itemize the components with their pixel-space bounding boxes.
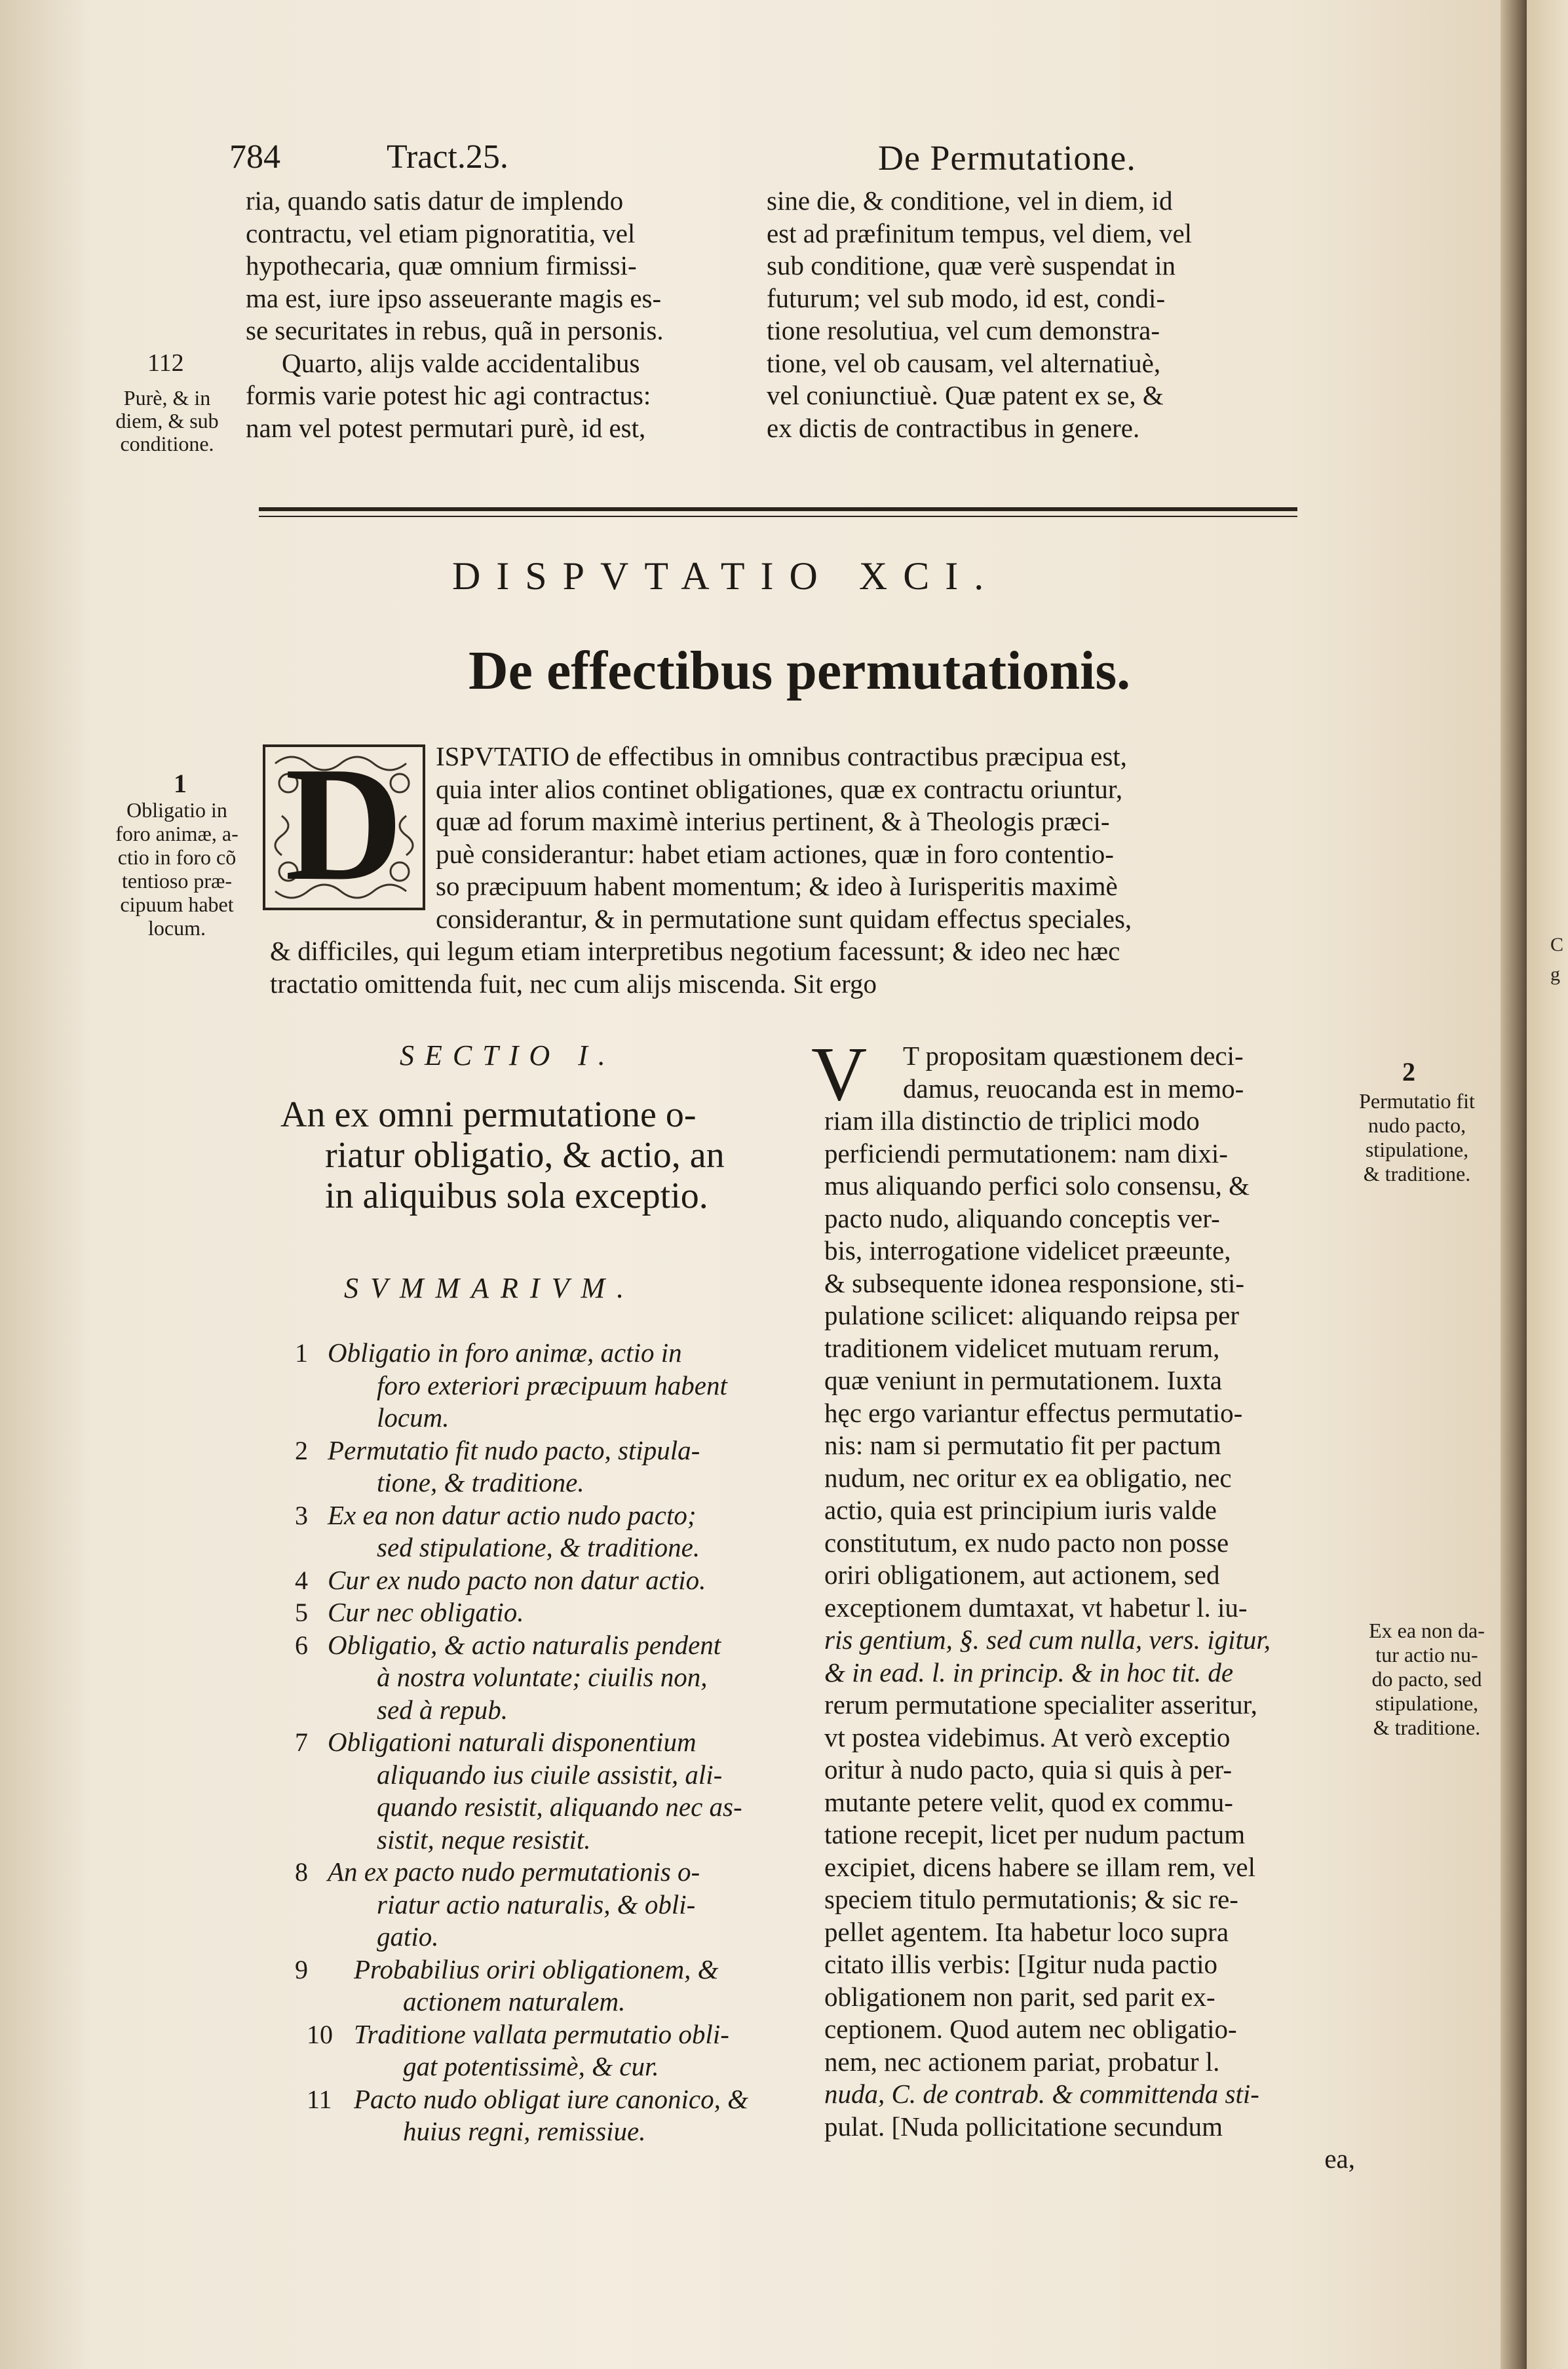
text-line: nudum, nec oritur ex ea obligatio, nec (824, 1462, 1232, 1493)
text-line: mus aliquando perfici solo consensu, & (824, 1170, 1250, 1201)
summary-line: Obligationi naturali disponentium (328, 1727, 697, 1757)
tract-label: Tract.25. (387, 138, 508, 176)
main-text-column (824, 1040, 1355, 2176)
drop-cap-letter: D (284, 733, 404, 915)
text-line: riam illa distinctio de triplici modo (824, 1106, 1200, 1136)
summary-line: foro exteriori præcipuum habent (377, 1370, 727, 1400)
margin-note-line: tentioso præ- (122, 869, 232, 893)
text-line: rerum permutatione specialiter asseritur, (824, 1689, 1257, 1720)
summary-list (295, 1337, 819, 2148)
text-line: perficiendi permutationem: nam dixi- (824, 1138, 1228, 1168)
margin-note-line: ctio in foro cõ (117, 845, 237, 869)
summary-item (295, 1856, 819, 1954)
text-line: contractu, vel etiam pignoratitia, vel (246, 218, 636, 248)
summary-item (295, 1629, 819, 1727)
text-line: futurum; vel sub modo, id est, condi- (767, 282, 1166, 313)
summary-number: 9 (295, 1954, 308, 1984)
sectio-title-line: An ex omni permutatione o- (280, 1094, 697, 1135)
margin-note-line: Obligatio in (126, 798, 227, 822)
margin-note-ex-ea (1350, 1619, 1504, 1740)
summary-number: 4 (295, 1565, 308, 1595)
margin-number-2: 2 (1402, 1057, 1415, 1087)
drop-cap-ornament (262, 733, 426, 915)
text-line: damus, reuocanda est in memo- (903, 1073, 1244, 1104)
margin-note-line: Ex ea non da- (1369, 1619, 1485, 1642)
text-line: & subsequente idonea responsione, sti- (824, 1267, 1245, 1298)
margin-note-line: diem, & sub (115, 409, 219, 433)
next-page-edge (1527, 0, 1568, 2369)
summary-line: huius regni, remissiue. (403, 2116, 646, 2146)
text-line: pulatione scilicet: aliquando reipsa per (824, 1300, 1239, 1330)
text-line: pulat. [Nuda pollicitatione secundum (824, 2111, 1223, 2142)
summary-item (295, 2018, 819, 2083)
section-rule-thick (259, 507, 1297, 511)
text-line: tione, vel ob causam, vel alternatiuè, (767, 347, 1161, 378)
disputatio-title: De effectibus permutationis. (468, 640, 1131, 701)
text-line: tractatio omittenda fuit, nec cum alijs miscenda. Sit ergo (270, 968, 877, 999)
text-line: se securitates in rebus, quã in personis. (246, 315, 664, 345)
summary-line: Cur ex nudo pacto non datur actio. (328, 1564, 706, 1595)
summary-item (295, 1726, 819, 1856)
margin-note-line: conditione. (120, 432, 214, 455)
text-line: nam vel potest permutari purè, id est, (246, 412, 646, 443)
text-line: ISPVTATIO de effectibus in omnibus contractibus præcipua est, (436, 741, 1127, 771)
margin-note-line: Permutatio fit (1359, 1089, 1475, 1113)
summary-line: Obligatio, & actio naturalis pendent (328, 1629, 721, 1660)
summary-number: 2 (295, 1435, 308, 1465)
disputatio-intro-full (270, 935, 1318, 1000)
text-line: ria, quando satis datur de implendo (246, 185, 624, 216)
text-line: ma est, iure ipso asseuerante magis es- (246, 282, 662, 313)
summary-line: Permutatio fit nudo pacto, stipula- (328, 1435, 700, 1465)
summary-line: An ex pacto nudo permutationis o- (328, 1857, 700, 1887)
summary-number: 6 (295, 1630, 308, 1660)
text-line: mutante petere velit, quod ex commu- (824, 1786, 1233, 1817)
summary-line: Pacto nudo obligat iure canonico, & (354, 2083, 749, 2114)
disputatio-heading: DISPVTATIO XCI. (452, 554, 1000, 598)
text-line: sub conditione, quæ verè suspendat in (767, 250, 1176, 280)
margin-note-obligatio (95, 798, 259, 940)
summary-line: tione, & traditione. (377, 1467, 584, 1497)
page-gutter-shadow (1501, 0, 1527, 2369)
top-right-column (767, 185, 1304, 444)
text-line: pacto nudo, aliquando conceptis ver- (824, 1203, 1220, 1233)
margin-note-line: tur actio nu- (1375, 1643, 1478, 1666)
summary-number: 10 (307, 2019, 333, 2049)
margin-note-line: foro animæ, a- (115, 822, 239, 845)
summary-line: à nostra voluntate; ciuilis non, (377, 1662, 708, 1692)
summary-number: 5 (295, 1598, 308, 1627)
text-line: hęc ergo variantur effectus permutatio- (824, 1397, 1243, 1428)
text-line: so præcipuum habent momentum; & ideo à Iurisperitis maximè (436, 871, 1118, 901)
text-line: puè considerantur: habet etiam actiones, quæ in foro contentio- (436, 838, 1114, 869)
margin-note-line: stipulatione, (1365, 1138, 1469, 1161)
text-line: Quarto, alijs valde accidentalibus (282, 347, 640, 378)
text-line: vt postea videbimus. At verò exceptio (824, 1722, 1231, 1752)
text-line: ceptionem. Quod autem nec obligatio- (824, 2014, 1237, 2044)
text-line: oritur à nudo pacto, quia si quis à per- (824, 1754, 1232, 1784)
summary-item (295, 1499, 819, 1564)
summary-line: locum. (377, 1402, 449, 1433)
summary-item (295, 1564, 819, 1597)
summary-line: Obligatio in foro animæ, actio in (328, 1338, 682, 1368)
text-line: speciem titulo permutationis; & sic re- (824, 1884, 1238, 1914)
summary-item (295, 1337, 819, 1435)
text-line: formis varie potest hic agi contractus: (246, 380, 651, 410)
summary-number: 11 (307, 2084, 332, 2114)
text-line: considerantur, & in permutatione sunt quidam effectus speciales, (436, 903, 1132, 934)
text-line: ea, (1324, 2144, 1355, 2174)
text-line: oriri obligationem, aut actionem, sed (824, 1560, 1220, 1590)
text-line: est ad præfinitum tempus, vel diem, vel (767, 218, 1193, 248)
summary-line: gat potentissimè, & cur. (403, 2051, 659, 2081)
text-line: bis, interrogatione videlicet præeunte, (824, 1235, 1231, 1265)
disputatio-intro-indented (436, 741, 1314, 935)
summary-line: riatur actio naturalis, & obli- (377, 1889, 696, 1919)
summary-number: 7 (295, 1727, 308, 1757)
margin-note-line: & traditione. (1373, 1716, 1481, 1739)
margin-note-line: do pacto, sed (1371, 1667, 1482, 1691)
summary-line: Probabilius oriri obligationem, & (354, 1954, 719, 1984)
summarium-label: SVMMARIVM. (344, 1272, 636, 1304)
text-line: citato illis verbis: [Igitur nuda pactio (824, 1949, 1218, 1979)
margin-number-1: 1 (174, 769, 187, 798)
text-line: nis: nam si permutatio fit per pactum (824, 1430, 1221, 1460)
text-line: constitutum, ex nudo pacto non posse (824, 1527, 1229, 1558)
margin-note-pure (92, 387, 242, 455)
text-line: quæ veniunt in permutationem. Iuxta (824, 1365, 1222, 1395)
text-line: pellet agentem. Ita habetur loco supra (824, 1916, 1229, 1947)
text-line: obligationem non parit, sed parit ex- (824, 1981, 1215, 2012)
text-line: exceptionem dumtaxat, vt habetur l. iu- (824, 1592, 1248, 1623)
section-rule-thin (259, 516, 1297, 517)
next-page-letter: C (1550, 934, 1564, 955)
summary-line: gatio. (377, 1921, 439, 1952)
text-line: tione resolutiua, vel cum demonstra- (767, 315, 1160, 345)
page-number: 784 (229, 138, 280, 176)
margin-note-line: cipuum habet (120, 893, 234, 916)
text-line: ris gentium, §. sed cum nulla, vers. igitur, (824, 1625, 1271, 1655)
margin-note-line: stipulatione, (1375, 1691, 1479, 1715)
margin-note-line: locum. (148, 916, 206, 940)
text-line: nem, nec actionem pariat, probatur l. (824, 2046, 1220, 2077)
text-line: & in ead. l. in princip. & in hoc tit. de (824, 1657, 1234, 1687)
summary-line: quando resistit, aliquando nec as- (377, 1792, 742, 1822)
summary-number: 1 (295, 1338, 308, 1368)
summary-line: actionem naturalem. (403, 1986, 626, 2016)
sectio-label: SECTIO I. (400, 1039, 616, 1071)
text-line: quia inter alios continet obligationes, quæ ex contractu oriuntur, (436, 773, 1123, 804)
summary-line: Cur nec obligatio. (328, 1597, 524, 1627)
sectio-title (280, 1094, 725, 1216)
sectio-title-line: in aliquibus sola exceptio. (325, 1176, 708, 1216)
text-line: nuda, C. de contrab. & committenda sti- (824, 2079, 1259, 2109)
summary-line: Ex ea non datur actio nudo pacto; (328, 1499, 697, 1530)
summary-item (295, 1954, 819, 2018)
text-line: actio, quia est principium iuris valde (824, 1495, 1217, 1525)
text-line: & difficiles, qui legum etiam interpretibus negotium facessunt; & ideo nec hæc (270, 936, 1120, 966)
text-line: vel coniunctiuè. Quæ patent ex se, & (767, 380, 1164, 410)
summary-line: sed stipulatione, & traditione. (377, 1532, 700, 1562)
text-line: excipiet, dicens habere se illam rem, vel (824, 1851, 1256, 1882)
summary-item (295, 2083, 819, 2148)
text-line: traditionem videlicet mutuam rerum, (824, 1332, 1220, 1363)
summary-item (295, 1596, 819, 1629)
main-drop-letter: V (811, 1031, 868, 1117)
summary-number: 8 (295, 1857, 308, 1887)
next-page-letter: g (1550, 963, 1560, 985)
text-line: sine die, & conditione, vel in diem, id (767, 185, 1173, 216)
margin-note-line: & traditione. (1363, 1162, 1471, 1185)
summary-item (295, 1435, 819, 1499)
margin-note-permutatio (1337, 1089, 1497, 1186)
text-line: quæ ad forum maximè interius pertinent, & à Theologis præci- (436, 806, 1110, 836)
text-line: T propositam quæstionem deci- (903, 1041, 1244, 1071)
top-left-column (246, 185, 757, 444)
summary-line: sed à repub. (377, 1694, 508, 1725)
summary-number: 3 (295, 1500, 308, 1530)
margin-number-112: 112 (147, 349, 184, 377)
summary-line: aliquando ius ciuile assistit, ali- (377, 1759, 723, 1790)
text-line: tatione recepit, licet per nudum pactum (824, 1819, 1246, 1849)
summary-line: Traditione vallata permutatio obli- (354, 2018, 729, 2049)
summary-line: sistit, neque resistit. (377, 1824, 591, 1855)
margin-note-line: nudo pacto, (1367, 1113, 1466, 1137)
text-line: ex dictis de contractibus in genere. (767, 412, 1140, 443)
margin-note-line: Purè, & in (123, 386, 211, 410)
running-title: De Permutatione. (878, 138, 1136, 178)
sectio-title-line: riatur obligatio, & actio, an (325, 1135, 725, 1176)
text-line: hypothecaria, quæ omnium firmissi- (246, 250, 637, 280)
